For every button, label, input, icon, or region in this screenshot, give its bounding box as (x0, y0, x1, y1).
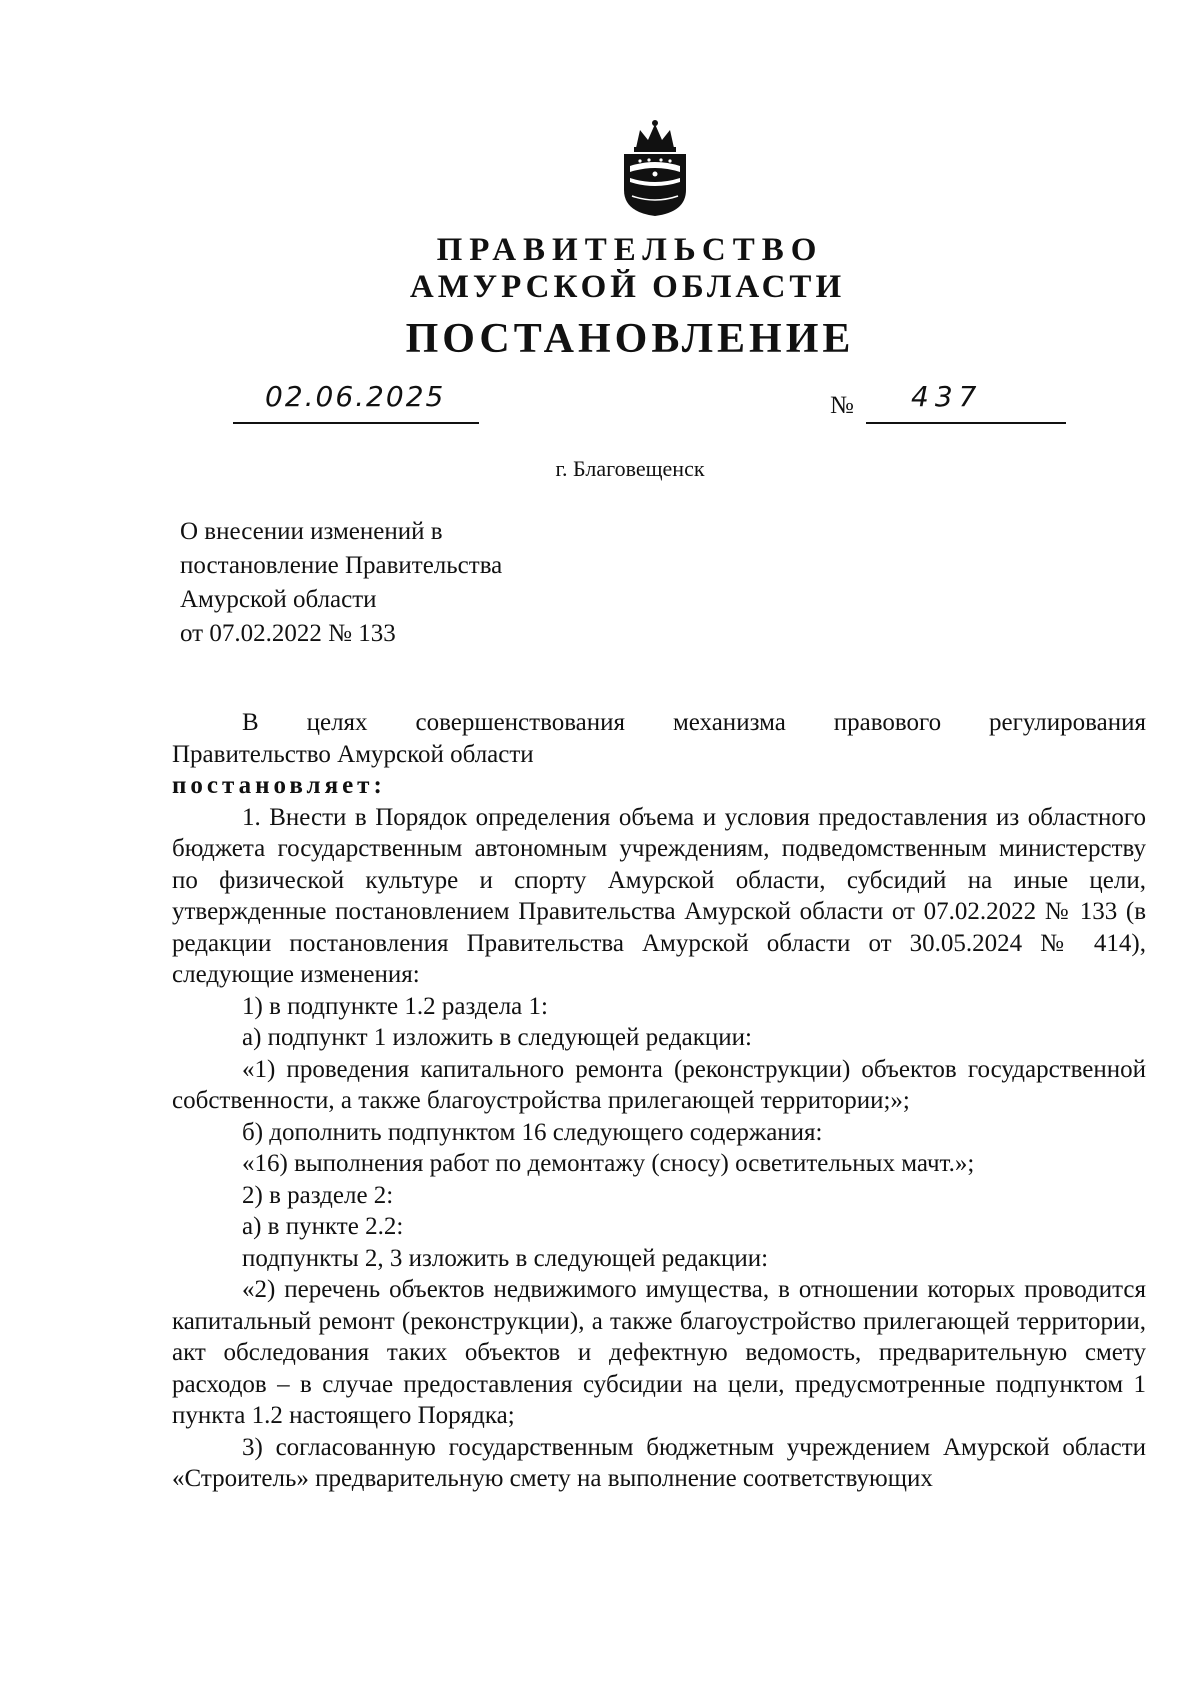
body-paragraph: а) подпункт 1 изложить в следующей редакции: (242, 1024, 752, 1051)
number-field (866, 380, 1066, 424)
date-field (233, 380, 479, 424)
body-paragraph: 3) согласованную государственным бюджетным учреждением Амурской области «Строитель» предварительную смету на выполнение соответствующих (172, 1433, 1146, 1492)
document-body (172, 707, 1146, 1495)
decree-word: постановляет: (172, 772, 386, 799)
body-paragraph: 2) в разделе 2: (242, 1181, 394, 1209)
body-paragraph: «1) проведения капитального ремонта (реконструкции) объектов государственной собственности, а также благоустройства прилегающей территории;»; (172, 1055, 1146, 1114)
document-type-title: ПОСТАНОВЛЕНИЕ (405, 316, 855, 362)
body-paragraph: б) дополнить подпунктом 16 следующего содержания: (242, 1118, 823, 1146)
body-paragraph: подпункты 2, 3 изложить в следующей редакции: (242, 1244, 769, 1272)
body-paragraph: 1. Внести в Порядок определения объема и условия предоставления из областного бюджета государственным автономным учреждениям, подведомственным министерству по физической культуре и спорту Амурской области, субсидий на иные цели, утвержденные постановлением Правительства Амурской области от 07.02.2022 № 133 (в редакции постановления Правительства Амурской области от 30.05.2024 № 414), следующие изменения: (172, 803, 1146, 988)
body-paragraph: 1) в подпункте 1.2 раздела 1: (242, 992, 548, 1020)
government-title: ПРАВИТЕЛЬСТВО (436, 232, 824, 268)
handwritten-date: 02.06.2025 (265, 380, 446, 413)
city-name: г. Благовещенск (555, 456, 705, 481)
coat-of-arms-emblem (618, 118, 692, 218)
body-paragraph: а) в пункте 2.2: (242, 1213, 404, 1240)
subject-line: Амурской области (180, 586, 377, 613)
subject-line: постановление Правительства (180, 552, 503, 579)
handwritten-number: 437 (911, 380, 983, 413)
body-paragraph: «2) перечень объектов недвижимого имущества, в отношении которых проводится капитальный ремонт (реконструкции), а также благоустройство прилегающей территории, акт обследования таких объектов и дефектную ведомость, предварительную смету расходов – в случае предоставления субсидии на цели, предусмотренные подпунктом 1 пункта 1.2 настоящего Порядка; (172, 1276, 1146, 1429)
document-subject (180, 515, 780, 651)
subject-line: О внесении изменений в (180, 518, 443, 545)
body-paragraph: «16) выполнения работ по демонтажу (сносу) осветительных мачт.»; (242, 1150, 975, 1177)
region-title: АМУРСКОЙ ОБЛАСТИ (409, 269, 846, 305)
preamble-line: В целях совершенствования механизма правового регулирования (242, 709, 1146, 736)
subject-line: от 07.02.2022 № 133 (180, 620, 396, 647)
preamble-line: Правительство Амурской области (172, 740, 534, 768)
number-label: № (830, 392, 854, 419)
